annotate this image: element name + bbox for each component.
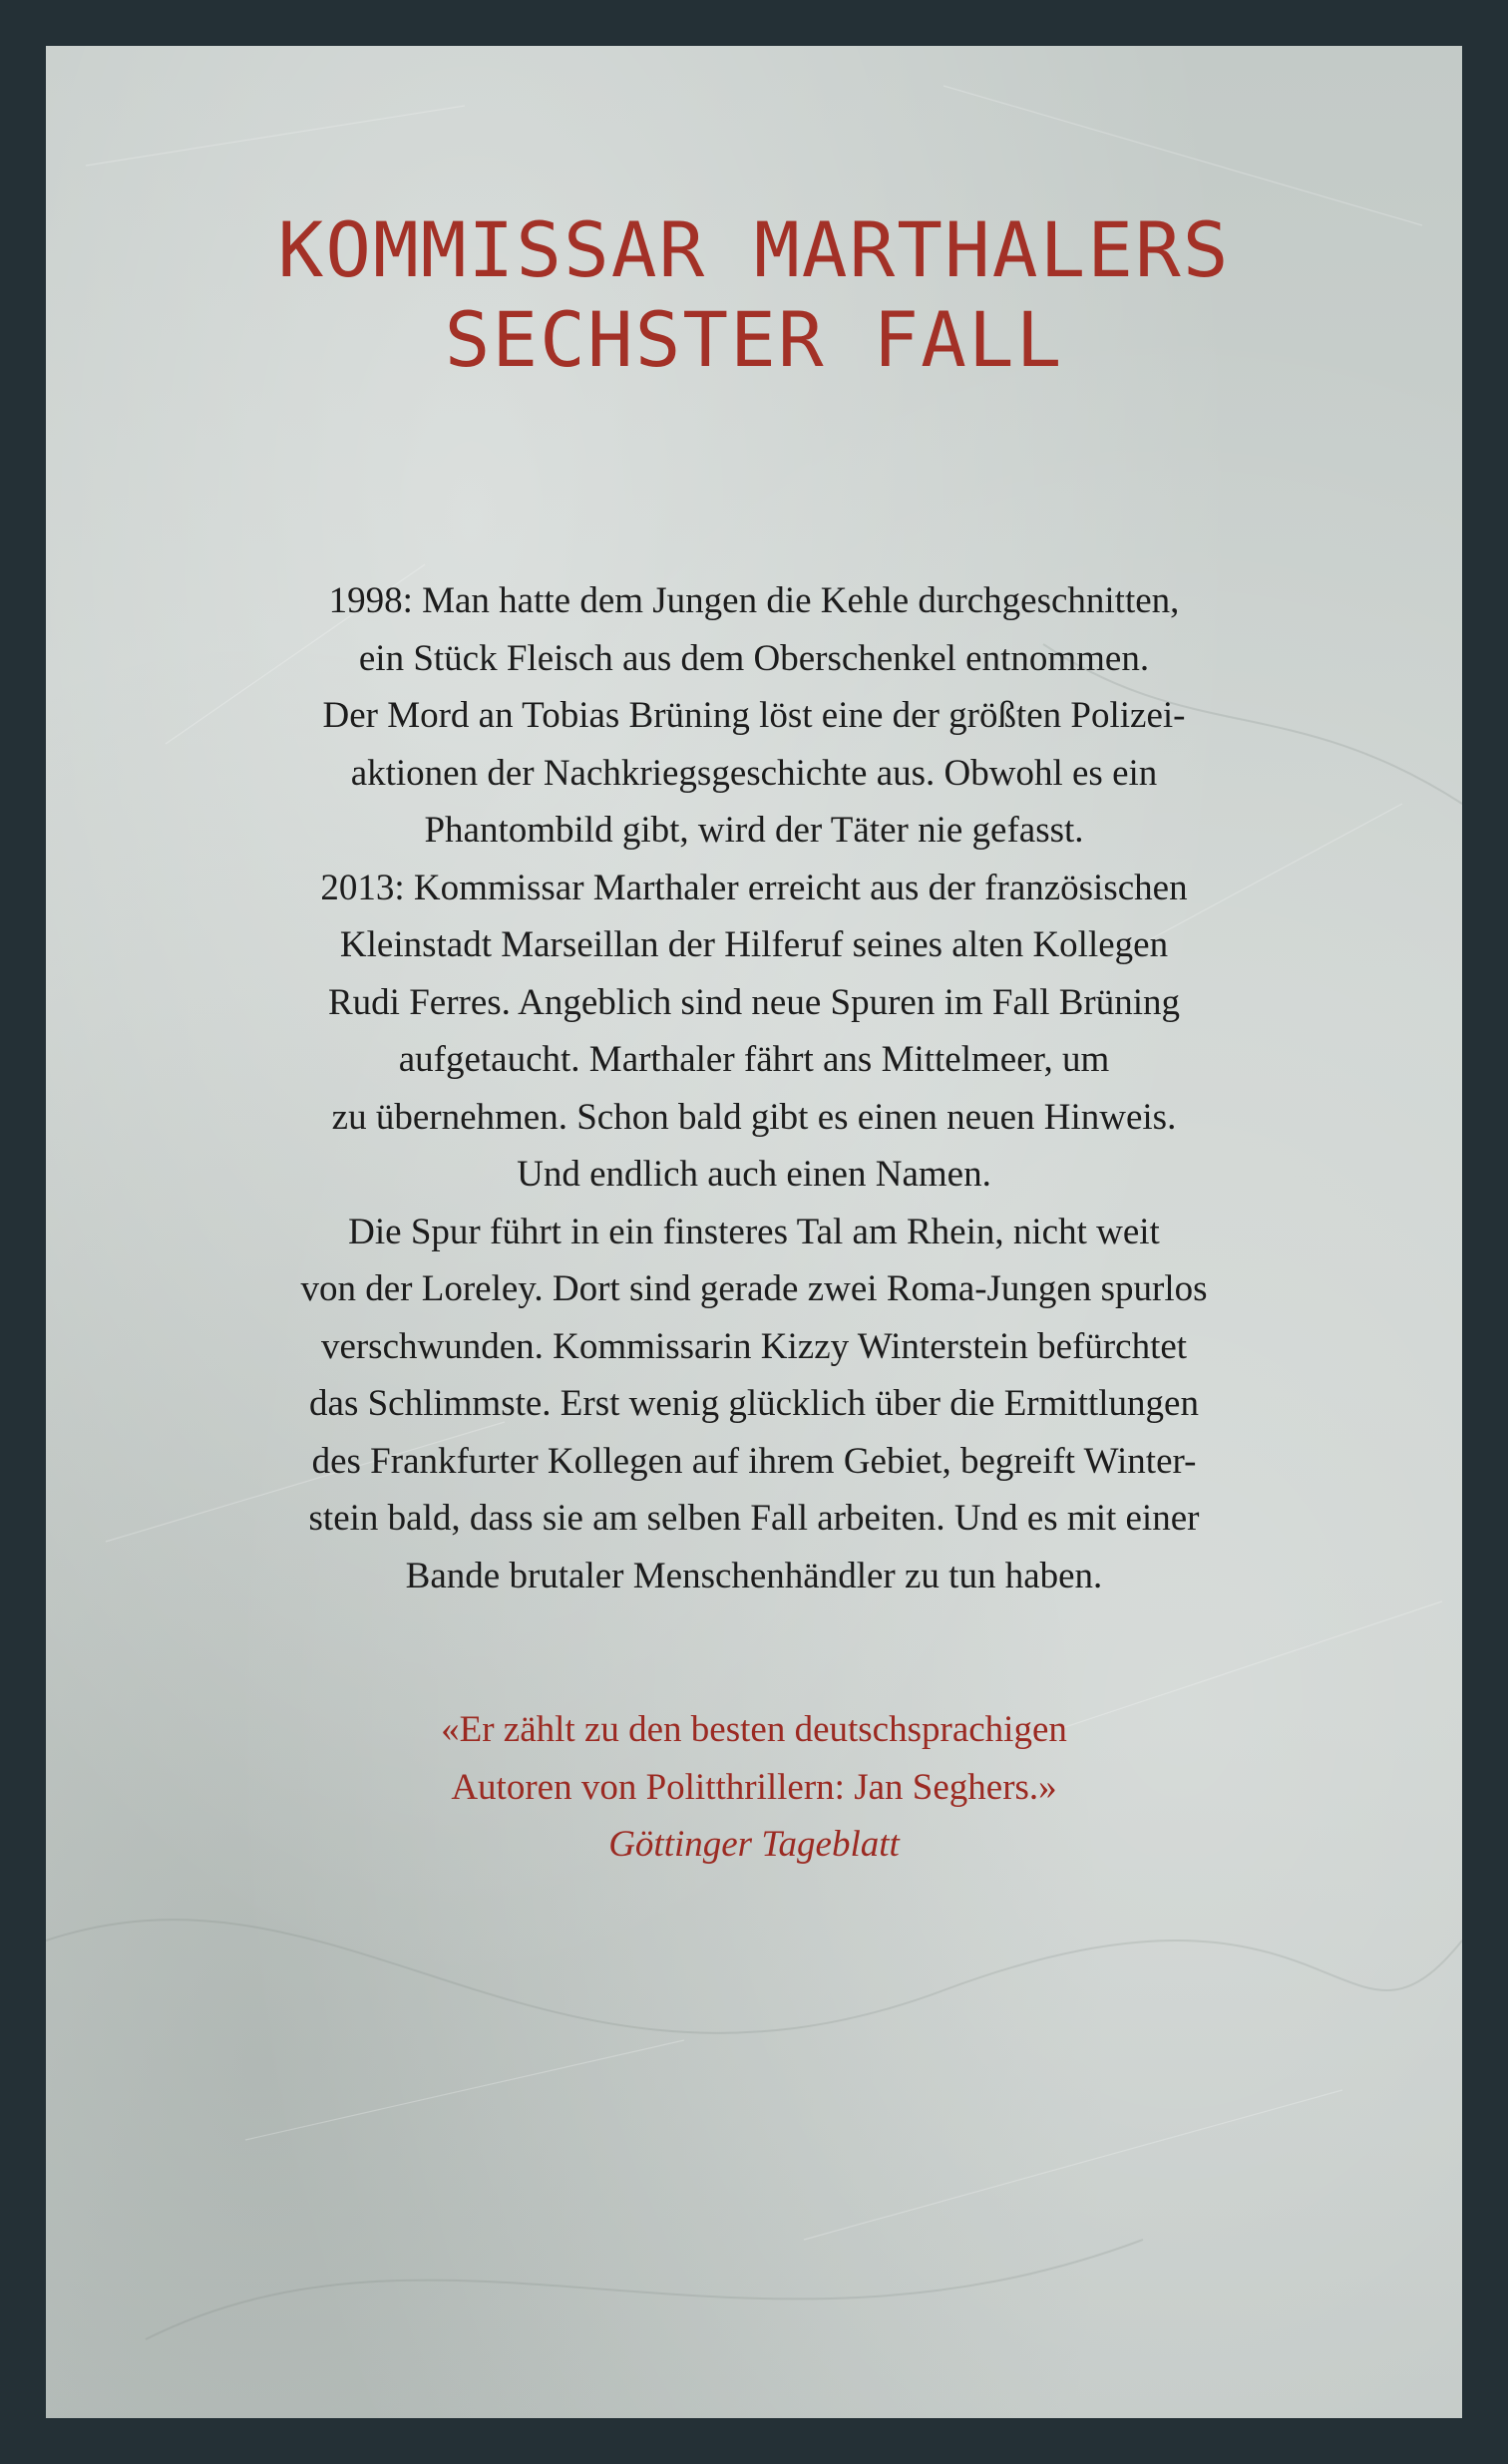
blurb-line: von der Loreley. Dort sind gerade zwei Roma-Jungen spurlos [300,1268,1208,1309]
blurb-line: verschwunden. Kommissarin Kizzy Winterstein befürchtet [320,1325,1188,1367]
cover-panel [46,46,1462,2418]
press-quote-source: Göttinger Tageblatt [608,1824,900,1865]
series-title [46,205,1462,385]
blurb-line: stein bald, dass sie am selben Fall arbeiten. Und es mit einer [308,1498,1200,1539]
blurb-text [166,572,1342,1604]
series-title-line-1: KOMMISSAR MARTHALERS [277,205,1231,294]
series-title-line-2: SECHSTER FALL [444,295,1064,384]
blurb-line: Und endlich auch einen Namen. [517,1154,991,1195]
press-quote-line-1: «Er zählt zu den besten deutschsprachigen [441,1709,1067,1750]
blurb-line: zu übernehmen. Schon bald gibt es einen neuen Hinweis. [331,1096,1177,1138]
blurb-line: ein Stück Fleisch aus dem Oberschenkel entnommen. [358,637,1150,679]
blurb-line: 1998: Man hatte dem Jungen die Kehle durchgeschnitten, [328,580,1180,621]
blurb-line: 2013: Kommissar Marthaler erreicht aus der französischen [320,867,1188,908]
press-quote-line-2: Autoren von Politthrillern: Jan Seghers.» [451,1766,1057,1808]
blurb-line: Bande brutaler Menschenhändler zu tun haben. [405,1555,1103,1596]
blurb-line: des Frankfurter Kollegen auf ihrem Gebiet, begreift Winter- [311,1440,1197,1482]
blurb-line: Phantombild gibt, wird der Täter nie gefasst. [424,810,1084,851]
blurb-line: Rudi Ferres. Angeblich sind neue Spuren im Fall Brüning [328,981,1180,1023]
blurb-line: aufgetaucht. Marthaler fährt ans Mittelmeer, um [398,1039,1110,1080]
blurb-line: Kleinstadt Marseillan der Hilferuf seines alten Kollegen [339,924,1169,965]
blurb-line: Der Mord an Tobias Brüning löst eine der größten Polizei- [322,695,1186,736]
blurb-line: das Schlimmste. Erst wenig glücklich über die Ermittlungen [309,1383,1199,1424]
blurb-line: Die Spur führt in ein finsteres Tal am Rhein, nicht weit [348,1211,1160,1252]
press-quote [166,1701,1342,1874]
blurb-line: aktionen der Nachkriegsgeschichte aus. Obwohl es ein [350,752,1158,794]
